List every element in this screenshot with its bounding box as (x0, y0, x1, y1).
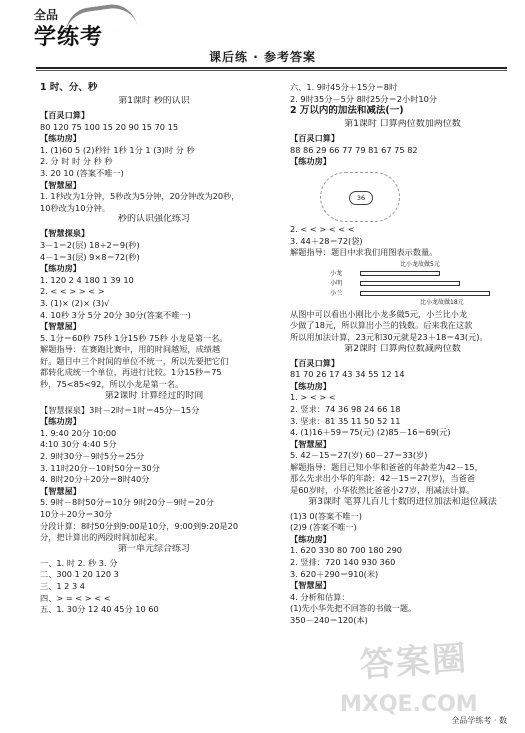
answer-line: 2. < < > > < > (40, 286, 105, 297)
section-tag: 【智慧屋】 (290, 580, 331, 591)
answer-line: 三、1 2 3 4 (40, 580, 86, 591)
answer-line: 一、1. 时 2. 秒 3. 分 (40, 557, 118, 568)
lesson-heading: 秒的认识强化练习 (117, 214, 190, 225)
answer-line: 2. 竖排：720 140 930 360 (290, 557, 396, 568)
answer-line: 3. 44＋28＝72(袋) (290, 235, 363, 246)
answer-line: 二、300 1 20 120 3 (40, 569, 119, 580)
section-tag: 【百灵口算】 (40, 110, 90, 120)
answer-line: 秒，75<85<92，所以小龙是第一名。 (40, 379, 184, 390)
answer-line: 88 86 29 66 77 79 81 67 75 82 (290, 144, 418, 155)
answer-line: 【智慧探泉】3时－2时＝1时＝45分－15分 (40, 404, 200, 415)
section-tag: 【练功房】 (290, 533, 331, 544)
answer-line: 所以用加法计算，23元和30元就是23＋18＝43(元)。 (290, 331, 488, 342)
logo-small-text: 全品 (34, 8, 59, 22)
section-tag: 【智慧屋】 (40, 485, 81, 496)
answer-line: (1)先小华先把不回答的书做一题。 (290, 603, 417, 614)
answer-line: 2. 竖求：74 36 98 24 66 18 (290, 403, 401, 414)
answer-line: 解题指导：题目已知小华和爸爸的年龄差为42－15， (290, 461, 483, 472)
answer-line: 4－1＝3(层) 9×8＝72(秒) (40, 251, 140, 262)
answer-line: 4. (1)16＋59＝75(元) (2)85－16＝69(元) (290, 427, 451, 438)
bar-2 (360, 281, 460, 286)
answer-line: 好。题目中三个时间的单位不统一，所以先要把它们 (40, 355, 229, 366)
header-divider-thin (36, 70, 507, 71)
section-tag: 【百灵口算】 (290, 133, 340, 144)
answer-line: 1. > < > < (290, 392, 336, 403)
section-tag: 【智慧屋】 (40, 179, 81, 190)
answer-line: 五、1. 30分 12 40 45分 10 60 (40, 604, 159, 615)
answer-line: 80 120 75 100 15 20 90 15 70 15 (40, 121, 179, 132)
answer-line: 2. < < > < < < (290, 223, 355, 234)
watermark-site: MXQE.COM (340, 692, 478, 717)
bar-row-label: 小龙 (330, 269, 343, 277)
chapter-heading: 2 万以内的加法和减法(一) (290, 105, 404, 117)
answer-line: 从图中可以看出小刚比小龙多做5元，小兰比小龙 (290, 308, 468, 319)
section-tag: 【练功房】 (40, 416, 81, 427)
answer-line: 2. 分 时 时 分 秒 秒 (40, 156, 113, 167)
answer-line: 3－1＝2(层) 18÷2＝9(秒) (40, 239, 140, 250)
answer-line: 分段计算：8时50分到9:00是10分，9:00到9:20是20 (40, 520, 239, 531)
answer-line: 那么先求出小华的年龄：42－15＝27(岁)，当爸爸 (290, 473, 476, 484)
bar-row-label: 小兰 (330, 289, 343, 297)
left-column (40, 82, 268, 616)
answer-line: 是60岁时，小华依然比爸爸小27岁，用减法计算。 (290, 485, 475, 496)
answer-line: 4. 8时20分＋20分＝8时40分 (40, 474, 150, 485)
page-footer: 全品学练考 · 数 (451, 716, 507, 726)
answer-line: 10分＋20分＝30分 (40, 509, 113, 519)
answer-line: 四、> = < > < < (40, 592, 111, 603)
answer-line: 3. (1)× (2)× (3)√ (40, 297, 110, 308)
answer-line: 4:10 30分 4:40 5分 (40, 439, 117, 450)
answer-line: 4. 分析和估算： (290, 591, 350, 602)
answer-line: 1. 1秒改为1分钟，5秒改为5分钟，20分钟改为20秒， (40, 191, 240, 202)
lesson-heading: 第一单元综合练习 (117, 543, 190, 554)
brand-logo (16, 6, 136, 54)
answer-line: 1. 620 330 80 700 180 290 (290, 545, 402, 556)
section-tag: 【练功房】 (40, 263, 81, 274)
answer-line: 1. 120 2 4 180 1 39 10 (40, 274, 134, 285)
bar-figure (290, 261, 515, 307)
answer-line: 81 70 26 17 43 34 55 12 14 (290, 369, 405, 380)
lesson-heading: 第2课时 计算经过的时间 (104, 390, 204, 401)
bar-3 (360, 291, 490, 296)
section-tag: 【智慧屋】 (290, 438, 331, 449)
answer-line: 350－240＝120(本) (290, 615, 368, 625)
right-column (290, 82, 515, 627)
answer-line: 3. 坚求：81 35 11 50 52 11 (290, 415, 401, 426)
watermark-logo: 答案圈 (358, 638, 470, 686)
answer-line: 六、1. 9时45分＋15分＝8时 (290, 82, 398, 92)
answer-line: 5. 42－15＝27(岁) 60－27＝33(岁) (290, 450, 428, 461)
answer-line: 都转化成统一个单位，再进行比较。1分15秒＝75 (40, 367, 222, 378)
right-mid-section (290, 224, 515, 259)
answer-line: (1)3 0(答案不唯一) (290, 510, 362, 521)
answer-line: 解题指导：题目中求我们用图表示数量。 (290, 247, 438, 258)
section-tag: 【智慧屋】 (40, 321, 81, 332)
chapter-heading: 1 时、分、秒 (40, 82, 98, 93)
answer-line: 1. 9:40 20分 10:00 (40, 427, 117, 438)
section-tag: 【练功房】 (40, 133, 81, 144)
answer-line: 3. 20 10 (答案不唯一) (40, 167, 124, 178)
bar-1 (360, 271, 440, 276)
flower-diagram (290, 170, 515, 222)
lesson-heading: 第3课时 笔算几百几十数的进位加法和退位减法 (308, 496, 497, 507)
answer-line: 5. 1分＝60秒 75秒 1分15秒 75秒 小龙是第一名。 (40, 332, 228, 343)
answer-line: 少做了18元，所以算出小兰的钱数。后来我在这款 (290, 320, 473, 331)
lesson-heading: 第2课时 口算两位数减两位数 (344, 343, 461, 354)
section-tag: 【智慧探泉】 (40, 228, 90, 239)
right-bottom-section (290, 309, 515, 627)
answer-line: 4. 10秒 3分 5分 20分 30分(答案不唯一) (40, 309, 191, 320)
answer-line: 2. 9时30分－9时5分＝25分 (40, 451, 145, 462)
bar-row-label: 小明 (330, 279, 343, 287)
answer-line: (2)9 (答案不唯一) (290, 522, 357, 533)
answer-line: 分，把计算出的两段时间加起来。 (40, 532, 163, 543)
flower-ring (320, 172, 400, 222)
answer-line: 3. 620＋290＝910(米) (290, 568, 379, 579)
logo-big-text: 学练考 (34, 25, 104, 50)
section-tag: 【练功房】 (290, 156, 331, 167)
answer-line: 1. (1)60 5 (2)秒针 1秒 1分 1 (3)时 分 秒 (40, 144, 195, 155)
page-title: 课后练 · 参考答案 (209, 50, 316, 64)
answer-line: 2. 9时35分－5分 8时25分＝2小时10分 (290, 93, 437, 104)
bar-figure-bottom-note: 比小龙故做18元 (420, 298, 464, 306)
section-tag: 【练功房】 (290, 380, 331, 391)
lesson-heading: 第1课时 口算两位数加两位数 (344, 119, 461, 130)
flower-center: 36 (349, 191, 373, 205)
section-tag: 【百灵口算】 (290, 357, 340, 368)
bar-figure-top-note: 比小龙故做5元 (400, 260, 440, 268)
right-top-section (290, 82, 515, 168)
lesson-heading: 第1课时 秒的认识 (118, 96, 190, 106)
answer-line: 3. 11时20分－10时50分＝30分 (40, 462, 160, 473)
answer-line: 5. 9时－8时50分＝10分 9时20分－9时＝20分 (40, 497, 214, 508)
answer-line: 解题指导：在赛跑比赛中，用的时间越短，成绩越 (40, 344, 221, 355)
answer-line: 10秒改为10分钟。 (40, 202, 110, 213)
header-divider (36, 67, 507, 69)
